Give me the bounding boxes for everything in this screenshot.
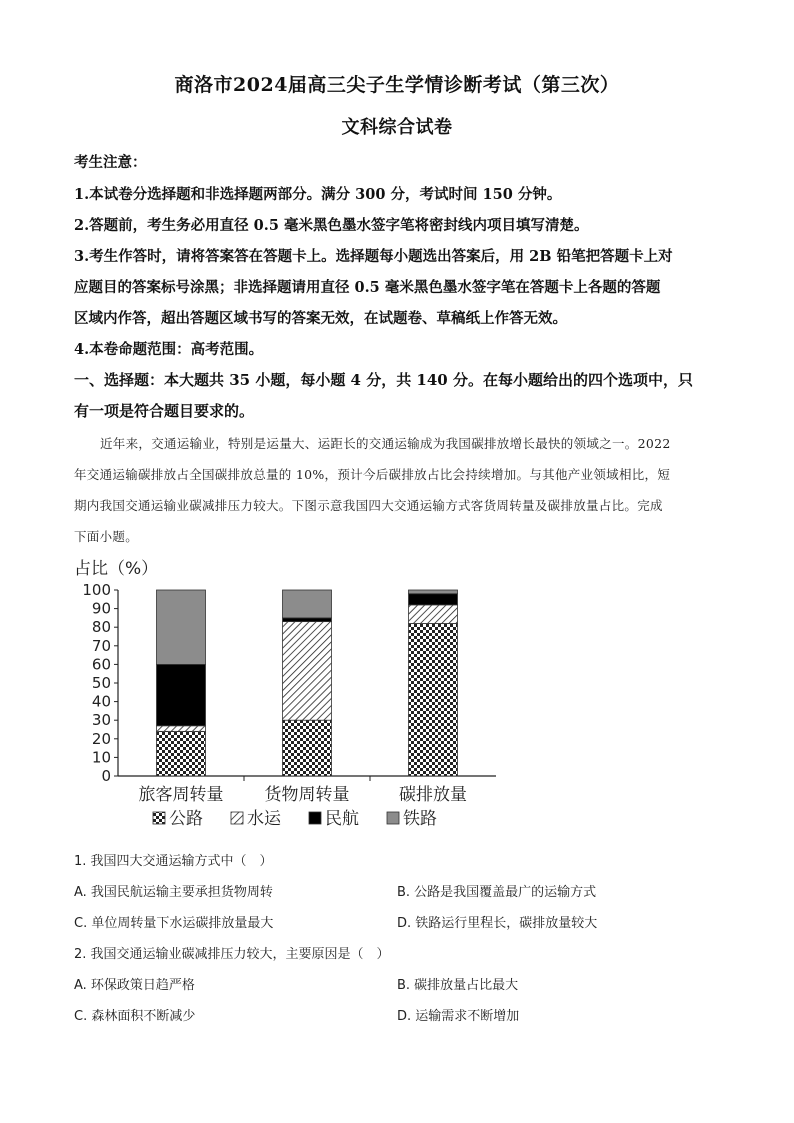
option-1d: D. 铁路运行里程长，碳排放量较大 [397,916,598,931]
legend-label: 公路 [169,809,203,829]
x-category-label: 旅客周转量 [138,785,224,805]
bar-segment-民航 [157,664,206,725]
option-2a: A. 环保政策日趋严格 [74,978,195,993]
passage-line: 近年来，交通运输业，特别是运量大、运距长的交通运输成为我国碳排放增长最快的领域之一。2022 [100,436,671,451]
y-tick-label: 40 [91,692,111,711]
option-2b: B. 碳排放量占比最大 [397,978,519,993]
legend-swatch [309,812,321,824]
bar-segment-民航 [283,618,332,622]
bar-segment-公路 [409,623,458,776]
notice-heading: 考生注意： [74,154,147,171]
legend-label: 水运 [247,809,281,829]
bar-segment-公路 [283,720,332,776]
legend-swatch [153,812,165,824]
y-tick-label: 60 [91,655,111,674]
legend-label: 民航 [325,809,359,829]
notice-line: 1.本试卷分选择题和非选择题两部分。满分 300 分，考试时间 150 分钟。 [74,186,562,203]
y-tick-label: 70 [91,636,111,655]
notice-line: 应题目的答案标号涂黑；非选择题请用直径 0.5 毫米黑色墨水签字笔在答题卡上各题的答题 [74,279,661,296]
passage-line: 期内我国交通运输业碳减排压力较大。下图示意我国四大交通运输方式客货周转量及碳排放量占比。完成 [74,498,663,513]
y-tick-label: 50 [91,674,111,692]
legend-label: 铁路 [403,809,437,829]
legend-swatch [231,812,243,824]
y-tick-label: 90 [91,599,111,618]
question-stem: 1. 我国四大交通运输方式中（ ） [74,854,273,869]
option-1c: C. 单位周转量下水运碳排放量最大 [74,916,274,931]
option-1a: A. 我国民航运输主要承担货物周转 [74,885,273,900]
notice-line: 3.考生作答时，请将答案答在答题卡上。选择题每小题选出答案后，用 2B 铅笔把答题卡上对 [74,248,673,265]
question-stem: 2. 我国交通运输业碳减排压力较大，主要原因是（ ） [74,947,390,962]
bar-segment-铁路 [157,590,206,664]
y-tick-label: 0 [101,767,111,785]
section-heading: 一、选择题：本大题共 35 小题，每小题 4 分，共 140 分。在每小题给出的四个选项中，只 [74,371,693,389]
bar-segment-铁路 [283,590,332,618]
y-tick-label: 100 [82,581,111,599]
y-tick-label: 80 [91,618,111,637]
stacked-bar-chart [60,552,520,842]
bar-segment-民航 [409,594,458,605]
y-tick-label: 20 [91,729,111,748]
passage-line: 年交通运输碳排放占全国碳排放总量的 10%，预计今后碳排放占比会持续增加。与其他产业领域相比，短 [74,467,671,482]
option-2d: D. 运输需求不断增加 [397,1009,520,1024]
y-tick-label: 30 [91,711,111,730]
notice-line: 2.答题前，考生务必用直径 0.5 毫米黑色墨水签字笔将密封线内项目填写清楚。 [74,217,589,234]
bar-segment-铁路 [409,590,458,594]
legend-swatch [387,812,399,824]
y-axis-label: 占比（%） [74,559,159,579]
x-category-label: 货物周转量 [264,785,350,805]
passage-line: 下面小题。 [74,529,139,544]
notice-line: 4.本卷命题范围：高考范围。 [74,341,264,358]
notice-line: 区域内作答，超出答题区域书写的答案无效，在试题卷、草稿纸上作答无效。 [74,310,567,327]
page-title: 商洛市2024届高三尖子生学情诊断考试（第三次） [174,74,620,96]
option-2c: C. 森林面积不断减少 [74,1009,196,1024]
section-heading: 有一项是符合题目要求的。 [74,402,255,420]
option-1b: B. 公路是我国覆盖最广的运输方式 [397,885,597,900]
bar-segment-水运 [283,622,332,721]
bar-segment-水运 [157,726,206,732]
bar-segment-公路 [157,731,206,776]
bar-segment-水运 [409,605,458,624]
page-subtitle: 文科综合试卷 [341,117,453,138]
y-tick-label: 10 [91,748,111,767]
x-category-label: 碳排放量 [399,785,467,805]
